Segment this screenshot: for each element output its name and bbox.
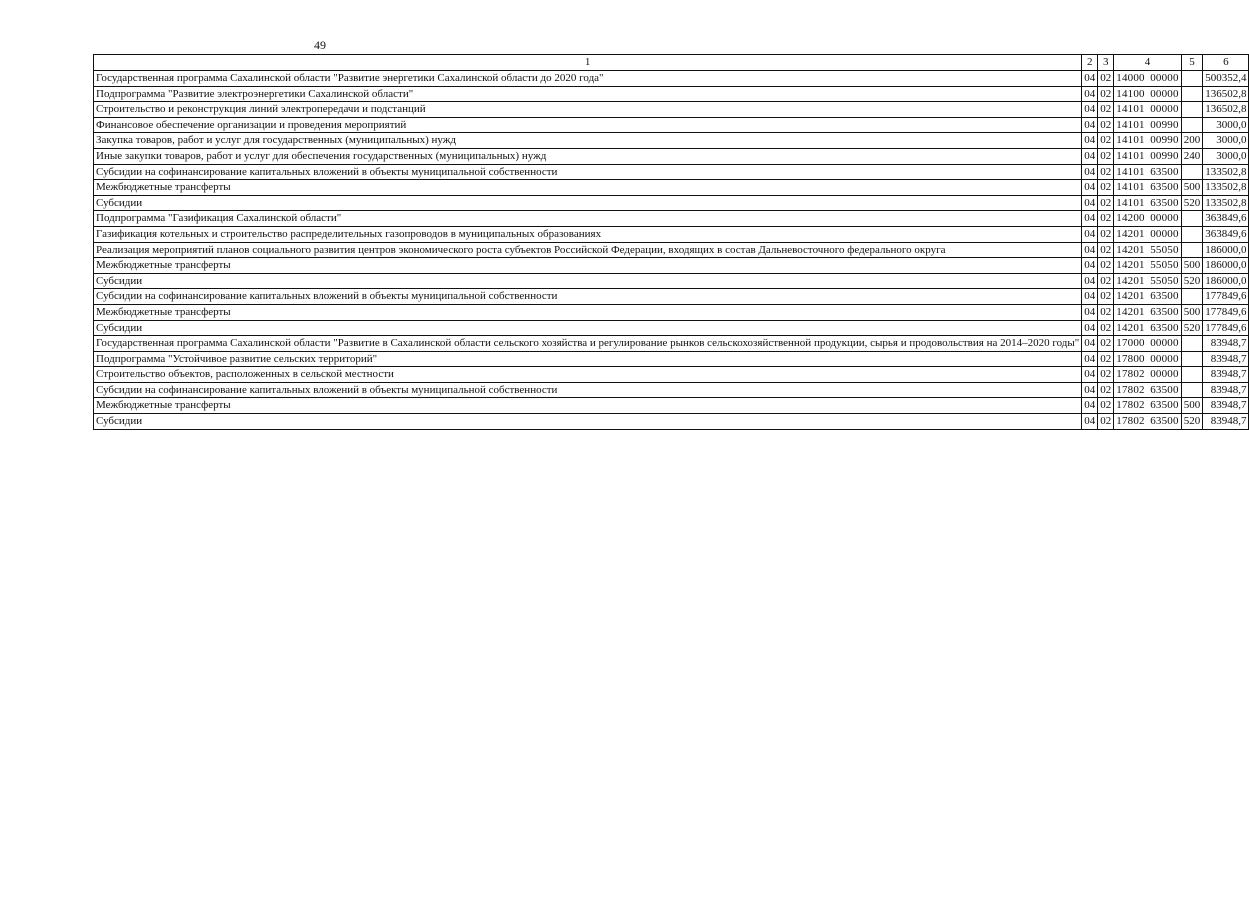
- page-number: 49: [314, 38, 326, 52]
- row-expense-type: [1181, 242, 1203, 258]
- row-subsection: 02: [1098, 86, 1114, 102]
- row-amount: 186000,0: [1203, 273, 1249, 289]
- row-target-direction-code: 00000: [1150, 352, 1179, 365]
- row-name: Строительство и реконструкция линий электропередачи и подстанций: [94, 102, 1082, 118]
- row-expense-type: 500: [1181, 258, 1203, 274]
- table-row: [94, 320, 1249, 336]
- row-expense-type: 520: [1181, 273, 1203, 289]
- table-row: [94, 414, 1249, 430]
- row-target-item: [1114, 351, 1181, 367]
- row-amount: 3000,0: [1203, 133, 1249, 149]
- row-expense-type: 240: [1181, 148, 1203, 164]
- row-amount: 3000,0: [1203, 117, 1249, 133]
- row-name: Межбюджетные трансферты: [94, 304, 1082, 320]
- row-subsection: 02: [1098, 148, 1114, 164]
- row-expense-type: [1181, 226, 1203, 242]
- row-target-item: [1114, 180, 1181, 196]
- row-target-program-code: 14101: [1116, 165, 1145, 178]
- row-name: Субсидии: [94, 273, 1082, 289]
- row-amount: 3000,0: [1203, 148, 1249, 164]
- row-target-program-code: 17802: [1116, 383, 1145, 396]
- row-target-direction-code: 63500: [1150, 415, 1179, 428]
- row-section: 04: [1082, 102, 1098, 118]
- row-target-item: [1114, 289, 1181, 305]
- row-target-direction-code: 63500: [1150, 321, 1179, 334]
- row-target-program-code: 14201: [1116, 290, 1145, 303]
- row-subsection: 02: [1098, 180, 1114, 196]
- row-expense-type: 200: [1181, 133, 1203, 149]
- row-target-direction-code: 63500: [1150, 305, 1179, 318]
- row-subsection: 02: [1098, 336, 1114, 352]
- row-target-direction-code: 63500: [1150, 399, 1179, 412]
- row-amount: 83948,7: [1203, 398, 1249, 414]
- row-amount: 363849,6: [1203, 226, 1249, 242]
- row-expense-type: 500: [1181, 180, 1203, 196]
- row-name: Строительство объектов, расположенных в сельской местности: [94, 367, 1082, 383]
- row-target-program-code: 14201: [1116, 243, 1145, 256]
- row-amount: 133502,8: [1203, 195, 1249, 211]
- row-target-direction-code: 63500: [1150, 165, 1179, 178]
- row-section: 04: [1082, 367, 1098, 383]
- col-header-section: 2: [1082, 55, 1098, 71]
- row-target-item: [1114, 398, 1181, 414]
- row-subsection: 02: [1098, 71, 1114, 87]
- row-expense-type: 520: [1181, 195, 1203, 211]
- table-row: [94, 258, 1249, 274]
- row-section: 04: [1082, 242, 1098, 258]
- row-target-program-code: 17802: [1116, 415, 1145, 428]
- row-target-item: [1114, 148, 1181, 164]
- budget-table: [93, 54, 1249, 430]
- row-name: Подпрограмма "Газификация Сахалинской области": [94, 211, 1082, 227]
- row-target-item: [1114, 117, 1181, 133]
- row-subsection: 02: [1098, 398, 1114, 414]
- row-target-direction-code: 00990: [1150, 149, 1179, 162]
- row-expense-type: [1181, 86, 1203, 102]
- row-target-program-code: 14200: [1116, 212, 1145, 225]
- row-name: Иные закупки товаров, работ и услуг для обеспечения государственных (муниципальных) нужд: [94, 148, 1082, 164]
- row-subsection: 02: [1098, 367, 1114, 383]
- row-target-direction-code: 63500: [1150, 196, 1179, 209]
- row-target-direction-code: 63500: [1150, 383, 1179, 396]
- row-expense-type: [1181, 367, 1203, 383]
- row-subsection: 02: [1098, 211, 1114, 227]
- row-name: Субсидии на софинансирование капитальных вложений в объекты муниципальной собственности: [94, 382, 1082, 398]
- row-target-program-code: 14101: [1116, 181, 1145, 194]
- row-section: 04: [1082, 258, 1098, 274]
- table-row: [94, 164, 1249, 180]
- row-target-program-code: 17800: [1116, 352, 1145, 365]
- table-row: [94, 226, 1249, 242]
- row-target-item: [1114, 133, 1181, 149]
- row-section: 04: [1082, 304, 1098, 320]
- row-name: Межбюджетные трансферты: [94, 398, 1082, 414]
- row-amount: 83948,7: [1203, 382, 1249, 398]
- row-target-program-code: 14201: [1116, 259, 1145, 272]
- row-amount: 500352,4: [1203, 71, 1249, 87]
- row-section: 04: [1082, 180, 1098, 196]
- table-row: [94, 289, 1249, 305]
- table-row: [94, 242, 1249, 258]
- table-row: [94, 336, 1249, 352]
- row-target-program-code: 17802: [1116, 399, 1145, 412]
- row-section: 04: [1082, 351, 1098, 367]
- table-row: [94, 180, 1249, 196]
- row-name: Субсидии: [94, 195, 1082, 211]
- row-expense-type: 520: [1181, 414, 1203, 430]
- row-subsection: 02: [1098, 382, 1114, 398]
- row-name: Закупка товаров, работ и услуг для государственных (муниципальных) нужд: [94, 133, 1082, 149]
- row-target-direction-code: 63500: [1150, 290, 1179, 303]
- row-target-direction-code: 55050: [1150, 274, 1179, 287]
- header-row: [94, 55, 1249, 71]
- row-target-direction-code: 00990: [1150, 118, 1179, 131]
- row-amount: 133502,8: [1203, 180, 1249, 196]
- row-subsection: 02: [1098, 320, 1114, 336]
- table-row: [94, 351, 1249, 367]
- row-amount: 83948,7: [1203, 336, 1249, 352]
- row-section: 04: [1082, 86, 1098, 102]
- row-subsection: 02: [1098, 258, 1114, 274]
- row-target-program-code: 14101: [1116, 103, 1145, 116]
- row-target-program-code: 14201: [1116, 305, 1145, 318]
- row-expense-type: [1181, 336, 1203, 352]
- row-expense-type: [1181, 211, 1203, 227]
- row-target-direction-code: 00000: [1150, 212, 1179, 225]
- row-target-direction-code: 00000: [1150, 87, 1179, 100]
- row-target-item: [1114, 211, 1181, 227]
- row-expense-type: [1181, 164, 1203, 180]
- row-amount: 83948,7: [1203, 367, 1249, 383]
- row-target-program-code: 14201: [1116, 274, 1145, 287]
- row-section: 04: [1082, 133, 1098, 149]
- row-name: Подпрограмма "Устойчивое развитие сельских территорий": [94, 351, 1082, 367]
- row-target-direction-code: 55050: [1150, 243, 1179, 256]
- table-row: [94, 102, 1249, 118]
- row-amount: 133502,8: [1203, 164, 1249, 180]
- row-expense-type: [1181, 71, 1203, 87]
- col-header-expense-type: 5: [1181, 55, 1203, 71]
- row-target-item: [1114, 336, 1181, 352]
- row-name: Субсидии: [94, 320, 1082, 336]
- row-section: 04: [1082, 414, 1098, 430]
- row-subsection: 02: [1098, 289, 1114, 305]
- table-row: [94, 148, 1249, 164]
- row-target-program-code: 14101: [1116, 134, 1145, 147]
- row-name: Газификация котельных и строительство распределительных газопроводов в муниципальных образованиях: [94, 226, 1082, 242]
- row-target-item: [1114, 273, 1181, 289]
- row-target-program-code: 14100: [1116, 87, 1145, 100]
- row-expense-type: [1181, 351, 1203, 367]
- row-target-direction-code: 00000: [1150, 72, 1179, 84]
- row-expense-type: [1181, 117, 1203, 133]
- row-target-program-code: 14101: [1116, 196, 1145, 209]
- table-row: [94, 367, 1249, 383]
- table-row: [94, 211, 1249, 227]
- row-target-direction-code: 63500: [1150, 181, 1179, 194]
- row-amount: 177849,6: [1203, 304, 1249, 320]
- row-target-direction-code: 00000: [1150, 337, 1179, 350]
- table-row: [94, 195, 1249, 211]
- table-row: [94, 86, 1249, 102]
- row-amount: 177849,6: [1203, 289, 1249, 305]
- row-target-item: [1114, 86, 1181, 102]
- row-subsection: 02: [1098, 195, 1114, 211]
- row-target-item: [1114, 71, 1181, 87]
- col-header-name: 1: [94, 55, 1082, 71]
- row-section: 04: [1082, 398, 1098, 414]
- row-name: Субсидии на софинансирование капитальных вложений в объекты муниципальной собственности: [94, 164, 1082, 180]
- row-expense-type: 520: [1181, 320, 1203, 336]
- row-section: 04: [1082, 336, 1098, 352]
- row-subsection: 02: [1098, 242, 1114, 258]
- row-section: 04: [1082, 211, 1098, 227]
- table-row: [94, 304, 1249, 320]
- row-amount: 83948,7: [1203, 414, 1249, 430]
- row-target-program-code: 17000: [1116, 337, 1145, 350]
- row-name: Реализация мероприятий планов социального развития центров экономического роста субъектов Российской Федерации, входящих в состав Дальневосточного федерального округа: [94, 242, 1082, 258]
- row-target-item: [1114, 320, 1181, 336]
- row-section: 04: [1082, 289, 1098, 305]
- row-subsection: 02: [1098, 117, 1114, 133]
- row-amount: 186000,0: [1203, 258, 1249, 274]
- row-amount: 83948,7: [1203, 351, 1249, 367]
- table-row: [94, 117, 1249, 133]
- row-section: 04: [1082, 195, 1098, 211]
- col-header-subsection: 3: [1098, 55, 1114, 71]
- row-subsection: 02: [1098, 164, 1114, 180]
- row-section: 04: [1082, 164, 1098, 180]
- row-subsection: 02: [1098, 273, 1114, 289]
- row-target-item: [1114, 102, 1181, 118]
- row-amount: 363849,6: [1203, 211, 1249, 227]
- row-subsection: 02: [1098, 304, 1114, 320]
- row-amount: 136502,8: [1203, 102, 1249, 118]
- row-section: 04: [1082, 148, 1098, 164]
- row-target-item: [1114, 195, 1181, 211]
- row-section: 04: [1082, 117, 1098, 133]
- row-name: Государственная программа Сахалинской области "Развитие в Сахалинской области сельского хозяйства и регулирование рынков сельскохозяйственной продукции, сырья и продовольствия на 2014–2020 годы": [94, 336, 1082, 352]
- row-section: 04: [1082, 71, 1098, 87]
- table-row: [94, 133, 1249, 149]
- row-target-item: [1114, 226, 1181, 242]
- row-target-item: [1114, 382, 1181, 398]
- row-subsection: 02: [1098, 351, 1114, 367]
- row-target-program-code: 17802: [1116, 368, 1145, 381]
- row-section: 04: [1082, 382, 1098, 398]
- row-expense-type: [1181, 102, 1203, 118]
- row-target-item: [1114, 164, 1181, 180]
- row-subsection: 02: [1098, 102, 1114, 118]
- row-expense-type: 500: [1181, 398, 1203, 414]
- row-expense-type: [1181, 382, 1203, 398]
- row-name: Субсидии: [94, 414, 1082, 430]
- row-target-item: [1114, 414, 1181, 430]
- row-name: Финансовое обеспечение организации и проведения мероприятий: [94, 117, 1082, 133]
- row-target-item: [1114, 367, 1181, 383]
- table-row: [94, 273, 1249, 289]
- row-target-direction-code: 00000: [1150, 368, 1179, 381]
- row-target-program-code: 14101: [1116, 149, 1145, 162]
- row-target-direction-code: 00000: [1150, 227, 1179, 240]
- row-target-item: [1114, 258, 1181, 274]
- row-name: Субсидии на софинансирование капитальных вложений в объекты муниципальной собственности: [94, 289, 1082, 305]
- row-name: Межбюджетные трансферты: [94, 180, 1082, 196]
- row-target-program-code: 14101: [1116, 118, 1145, 131]
- row-target-program-code: 14201: [1116, 321, 1145, 334]
- col-header-target-item: 4: [1114, 55, 1181, 71]
- row-subsection: 02: [1098, 226, 1114, 242]
- col-header-amount: 6: [1203, 55, 1249, 71]
- row-expense-type: 500: [1181, 304, 1203, 320]
- row-target-item: [1114, 242, 1181, 258]
- table-row: [94, 398, 1249, 414]
- row-expense-type: [1181, 289, 1203, 305]
- row-subsection: 02: [1098, 133, 1114, 149]
- row-section: 04: [1082, 273, 1098, 289]
- row-amount: 177849,6: [1203, 320, 1249, 336]
- table-row: [94, 382, 1249, 398]
- row-target-direction-code: 00000: [1150, 103, 1179, 116]
- row-target-direction-code: 55050: [1150, 259, 1179, 272]
- table-row: [94, 71, 1249, 87]
- row-amount: 186000,0: [1203, 242, 1249, 258]
- row-name: Государственная программа Сахалинской области "Развитие энергетики Сахалинской области до 2020 года": [94, 71, 1082, 87]
- row-target-direction-code: 00990: [1150, 134, 1179, 147]
- row-target-program-code: 14000: [1116, 72, 1145, 84]
- row-name: Межбюджетные трансферты: [94, 258, 1082, 274]
- row-section: 04: [1082, 226, 1098, 242]
- row-amount: 136502,8: [1203, 86, 1249, 102]
- row-section: 04: [1082, 320, 1098, 336]
- row-name: Подпрограмма "Развитие электроэнергетики Сахалинской области": [94, 86, 1082, 102]
- row-target-item: [1114, 304, 1181, 320]
- row-subsection: 02: [1098, 414, 1114, 430]
- row-target-program-code: 14201: [1116, 227, 1145, 240]
